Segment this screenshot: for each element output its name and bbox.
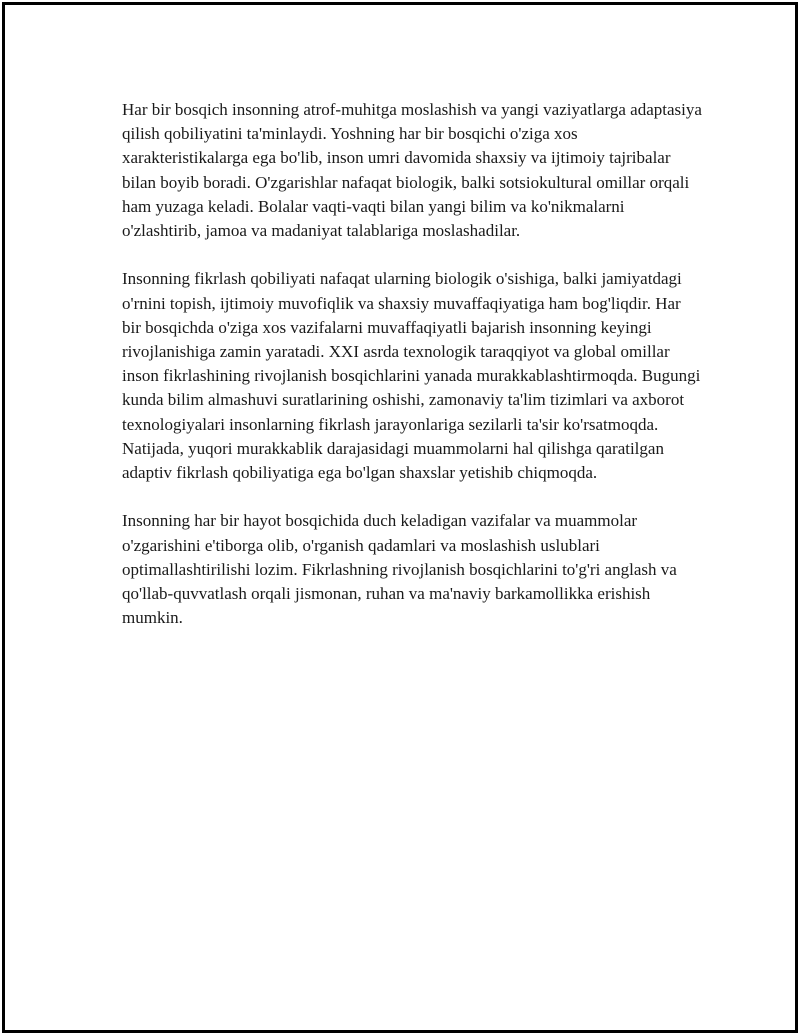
document-body: [122, 98, 702, 655]
page-frame: [2, 2, 798, 1033]
paragraph-1: Har bir bosqich insonning atrof-muhitga moslashish va yangi vaziyatlarga adaptasiya qilish qobiliyatini ta'minlaydi. Yoshning har bir bosqichi o'ziga xos xarakteristikalarga ega bo'lib, inson umri davomida shaxsiy va ijtimoiy tajribalar bilan boyib boradi. O'zgarishlar nafaqat biologik, balki sotsiokultural omillar orqali ham yuzaga keladi. Bolalar vaqti-vaqti bilan yangi bilim va ko'nikmalarni o'zlashtirib, jamoa va madaniyat talablariga moslashadilar.: [122, 100, 702, 241]
paragraph-3: Insonning har bir hayot bosqichida duch keladigan vazifalar va muammolar o'zgarishini e'tiborga olib, o'rganish qadamlari va moslashish uslublari optimallashtirilishi lozim. Fikrlashning rivojlanish bosqichlarini to'g'ri anglash va qo'llab-quvvatlash orqali jismonan, ruhan va ma'naviy barkamollikka erishish mumkin.: [122, 511, 677, 628]
paragraph-2: Insonning fikrlash qobiliyati nafaqat ularning biologik o'sishiga, balki jamiyatdagi o'rnini topish, ijtimoiy muvofiqlik va shaxsiy muvaffaqiyatiga ham bog'liqdir. Har bir bosqichda o'ziga xos vazifalarni muvaffaqiyatli bajarish insonning keyingi rivojlanishiga zamin yaratadi. XXI asrda texnologik taraqqiyot va global omillar inson fikrlashining rivojlanish bosqichlarini yanada murakkablashtirmoqda. Bugungi kunda bilim almashuvi suratlarining oshishi, zamonaviy ta'lim tizimlari va axborot texnologiyalari insonlarning fikrlash jarayonlariga sezilarli ta'sir ko'rsatmoqda. Natijada, yuqori murakkablik darajasidagi muammolarni hal qilishga qaratilgan adaptiv fikrlash qobiliyatiga ega bo'lgan shaxslar yetishib chiqmoqda.: [122, 269, 701, 483]
